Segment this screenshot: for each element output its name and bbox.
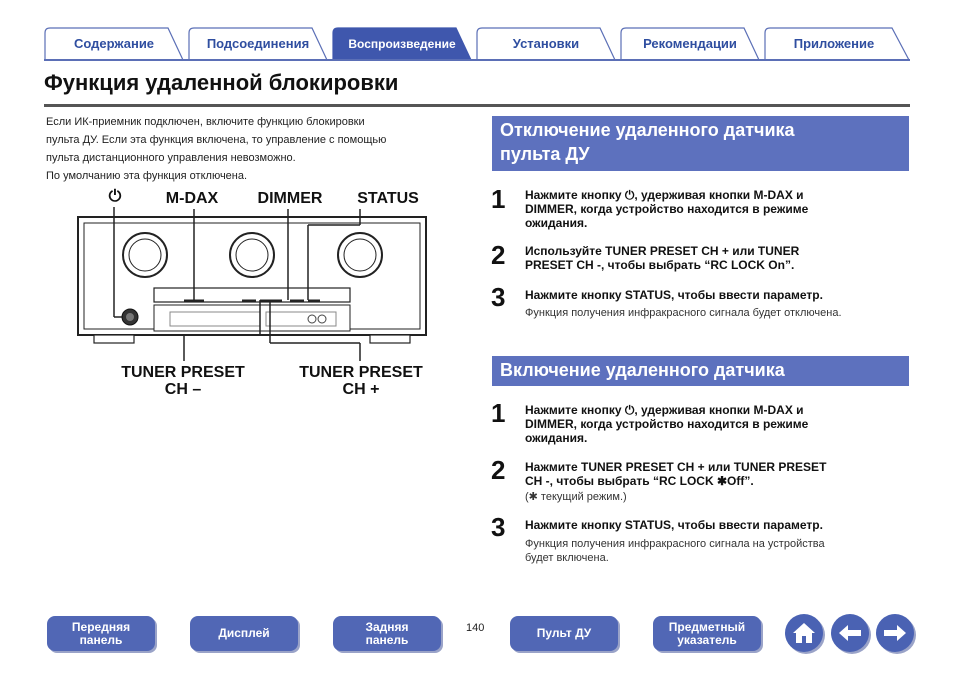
label-line: панель (365, 632, 409, 647)
tab-label: Воспроизведение (348, 36, 456, 51)
tuner-preset-plus-label (288, 364, 434, 398)
title-divider (44, 104, 910, 107)
button-label (669, 621, 745, 647)
step-note (525, 537, 905, 565)
tab-label: Рекомендации (643, 36, 737, 51)
intro-text (46, 113, 446, 185)
step-number: 2 (491, 455, 506, 485)
arrow-right-icon (882, 623, 908, 643)
label-line: CH – (164, 381, 202, 398)
forward-button[interactable] (876, 614, 914, 652)
tab-label: Содержание (73, 36, 155, 51)
top-tabs (44, 27, 910, 60)
step-line: Используйте TUNER PRESET CH + или TUNER (525, 244, 800, 258)
remote-button[interactable]: Пульт ДУ (510, 616, 618, 651)
section-heading-disable (492, 116, 909, 171)
home-button[interactable] (785, 614, 823, 652)
intro-line: По умолчанию эта функция отключена. (46, 170, 248, 182)
label-line: TUNER PRESET (299, 364, 423, 381)
page-title: Функция удаленной блокировки (44, 70, 399, 95)
label-line: панель (79, 632, 123, 647)
dimmer-label: DIMMER (257, 190, 323, 207)
step-line: CH -, чтобы выбрать “RC LOCK ✱Off”. (525, 474, 754, 488)
label-line: Передняя (71, 619, 131, 634)
heading-line: Отключение удаленного датчика (500, 120, 795, 140)
note-line: Функция получения инфракрасного сигнала на устройства (525, 538, 825, 550)
step-line: DIMMER, когда устройство находится в режиме (525, 202, 809, 216)
tab-underline (44, 59, 910, 61)
tab-settings[interactable] (476, 27, 616, 60)
step-number: 3 (491, 512, 506, 542)
step-number: 3 (491, 282, 506, 312)
tab-label: Установки (512, 36, 580, 51)
step-note: (✱ текущий режим.) (525, 491, 627, 503)
heading-line: пульта ДУ (500, 144, 590, 164)
step-line: Нажмите кнопку ⏻, удерживая кнопки M-DAX и (525, 403, 804, 417)
note-line: будет включена. (525, 552, 609, 564)
step-text (525, 460, 895, 488)
step-line: Нажмите кнопку ⏻, удерживая кнопки M-DAX и (525, 188, 804, 202)
tab-contents[interactable] (44, 27, 184, 60)
step-line: ожидания. (525, 431, 588, 445)
tab-label: Подсоединения (206, 36, 310, 51)
step-text (525, 244, 895, 272)
tab-connections[interactable] (188, 27, 328, 60)
step-text (525, 188, 895, 230)
mdax-label: M-DAX (165, 190, 219, 207)
label-line: TUNER PRESET (121, 364, 245, 381)
section-heading-enable: Включение удаленного датчика (492, 356, 909, 386)
page-number: 140 (466, 622, 485, 634)
step-text (525, 403, 895, 445)
tuner-preset-minus-label (110, 364, 256, 398)
intro-line: пульта ДУ. Если эта функция включена, то управление с помощью (46, 134, 387, 146)
display-button[interactable]: Дисплей (190, 616, 298, 651)
rear-panel-button[interactable] (333, 616, 441, 651)
step-line: Нажмите TUNER PRESET CH + или TUNER PRESET (525, 460, 827, 474)
step-line: ожидания. (525, 216, 588, 230)
label-line: Предметный (668, 619, 746, 634)
step-text: Нажмите кнопку STATUS, чтобы ввести параметр. (525, 288, 823, 302)
intro-line: Если ИК-приемник подключен, включите функцию блокировки (46, 116, 365, 128)
button-label (72, 621, 130, 647)
back-button[interactable] (831, 614, 869, 652)
tab-appendix[interactable] (764, 27, 904, 60)
label-line: Задняя (365, 619, 409, 634)
home-icon (791, 621, 817, 645)
tab-playback[interactable] (332, 27, 472, 60)
label-line: указатель (677, 632, 737, 647)
step-line: DIMMER, когда устройство находится в режиме (525, 417, 809, 431)
tab-label: Приложение (793, 36, 875, 51)
tab-tips[interactable] (620, 27, 760, 60)
step-number: 2 (491, 240, 506, 270)
arrow-left-icon (837, 623, 863, 643)
receiver-diagram (70, 185, 440, 410)
step-text: Нажмите кнопку STATUS, чтобы ввести параметр. (525, 518, 823, 532)
step-line: PRESET CH -, чтобы выбрать “RC LOCK On”. (525, 258, 795, 272)
label-line: CH + (342, 381, 380, 398)
front-panel-button[interactable] (47, 616, 155, 651)
step-note: Функция получения инфракрасного сигнала будет отключена. (525, 307, 842, 319)
index-button[interactable] (653, 616, 761, 651)
step-number: 1 (491, 398, 506, 428)
intro-line: пульта дистанционного управления невозможно. (46, 152, 296, 164)
button-label (365, 621, 408, 647)
step-number: 1 (491, 184, 506, 214)
status-label: STATUS (357, 190, 419, 207)
power-label: ⏻ (108, 188, 122, 205)
